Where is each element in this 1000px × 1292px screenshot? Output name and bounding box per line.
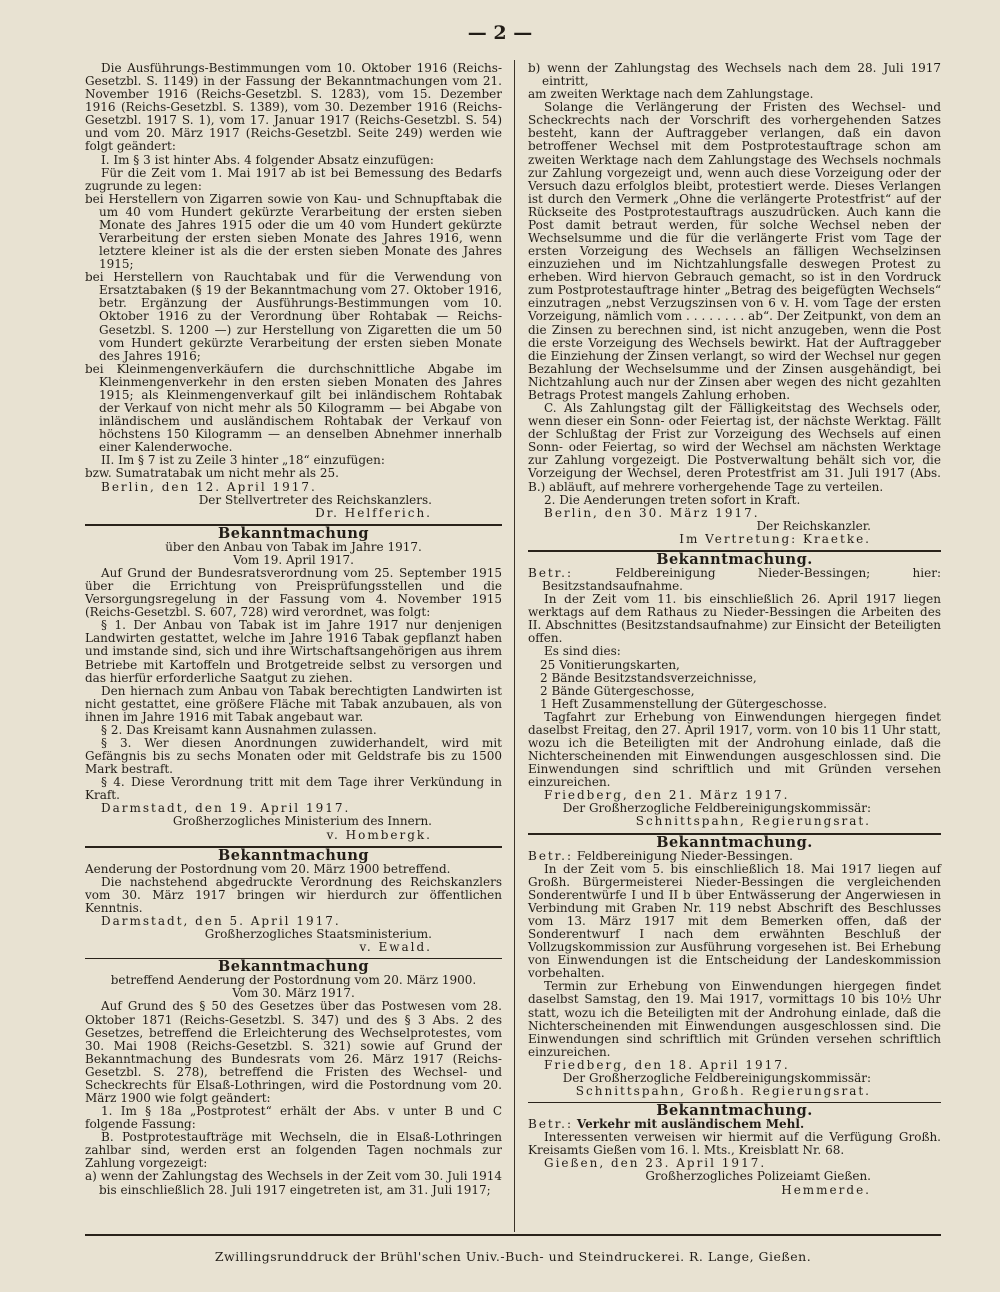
signature-place: Gießen, den 23. April 1917. bbox=[544, 1156, 767, 1171]
signature-name: Schnittspahn, Regierungsrat. bbox=[635, 814, 871, 829]
signature-place: Berlin, den 12. April 1917. bbox=[101, 479, 317, 494]
paragraph: § 4. Diese Verordnung tritt mit dem Tage ihrer Verkündung in Kraft. bbox=[85, 775, 502, 803]
left-column bbox=[85, 62, 502, 1197]
column-divider bbox=[514, 60, 515, 1232]
paragraph: II. Im § 7 ist zu Zeile 3 hinter „18“ einzufügen: bbox=[101, 453, 385, 468]
signature-office: Der Großherzogliche Feldbereinigungskommissär: bbox=[562, 801, 871, 816]
list-item: bei Kleinmengenverkäufern die durchschnittliche Abgabe im Kleinmengenverkehr in den ersten sieben Monaten des Jahres 1915; als Kleinmengenverkauf gilt bei inländischem Rohtabak der Verkauf von nicht mehr als 50 Kilogramm — bei Abgabe von inländischem und ausländischem Rohtabak der Verkauf von höchstens 150 Kilogramm — an denselben Abnehmer innerhalb einer Kalenderwoche. bbox=[85, 361, 502, 455]
document-list bbox=[528, 659, 941, 711]
foreign-flour-notice bbox=[528, 1104, 941, 1197]
list-item: bei Herstellern von Rauchtabak und für die Verwendung von Ersatztabaken (§ 19 der Bekanntmachung vom 27. Oktober 1916, betr. Ergänzung der Ausführungs-Bestimmungen vom 10. Oktober 1916 zu der Verordnung über Rohtabak — Reichs-Gesetzbl. S. 1200 —) zur Herstellung von Zigaretten die um 50 vom Hundert gekürzte Verarbeitung der ersten sieben Monate des Jahres 1916; bbox=[85, 270, 502, 363]
paragraph: Die nachstehend abgedruckte Verordnung des Reichskanzlers vom 30. März 1917 bringen wir hierdurch zur öffentlichen Kenntnis. bbox=[85, 874, 502, 915]
betr-subject: Feldbereinigung Nieder-Bessingen. bbox=[576, 848, 793, 863]
land-consolidation-notice-1 bbox=[528, 550, 941, 829]
signature-office: Großherzogliches Ministerium des Innern. bbox=[172, 814, 432, 829]
printer-imprint: Zwillingsrunddruck der Brühl'schen Univ.-Buch- und Steindruckerei. R. Lange, Gießen. bbox=[214, 1249, 812, 1264]
signature-name: v. Ewald. bbox=[359, 940, 432, 955]
paragraph: Aenderung der Postordnung vom 20. März 1900 betreffend. bbox=[85, 861, 451, 876]
signature-name: Dr. Helfferich. bbox=[315, 505, 432, 520]
paragraph: Auf Grund der Bundesratsverordnung vom 25. September 1915 über die Errichtung von Preisprüfungsstellen und die Versorgungsregelung in der Fassung vom 4. November 1915 (Reichs-Gesetzbl. S. 607, 728) wird verordnet, was folgt: bbox=[85, 565, 502, 620]
section-heading: Bekanntmachung bbox=[217, 524, 370, 542]
paragraph: am zweiten Werktage nach dem Zahlungstage. bbox=[528, 87, 814, 102]
list-item: 1 Heft Zusammenstellung der Gütergeschosse. bbox=[540, 696, 827, 711]
betr-label: Betr.: bbox=[528, 1117, 574, 1132]
list-item: 25 Vonitierungskarten, bbox=[540, 657, 680, 672]
paragraph: 1. Im § 18a „Postprotest“ erhält der Abs. v unter B und C folgende Fassung: bbox=[85, 1104, 502, 1132]
paragraph: B. Postprotestaufträge mit Wechseln, die in Elsaß-Lothringen zahlbar sind, werden erst an folgenden Tagen nochmals zur Zahlung vorgezeigt: bbox=[85, 1130, 502, 1171]
signature-name: Schnittspahn, Großh. Regierungsrat. bbox=[575, 1084, 871, 1099]
signature-name: Im Vertretung: Kraetke. bbox=[679, 531, 871, 546]
betr-subject: Feldbereinigung Nieder-Bessingen; hier: Besitzstandsaufnahme. bbox=[542, 565, 941, 594]
paragraph: I. Im § 3 ist hinter Abs. 4 folgender Absatz einzufügen: bbox=[101, 152, 434, 167]
paragraph: In der Zeit vom 11. bis einschließlich 26. April 1917 liegen werktags auf dem Rathaus zu Nieder-Bessingen die Arbeiten des II. Abschnittes (Besitzstandsaufnahme) zur Einsicht der Beteiligten offen. bbox=[528, 592, 941, 646]
signature-place: Darmstadt, den 19. April 1917. bbox=[101, 801, 351, 816]
paragraph: Die Ausführungs-Bestimmungen vom 10. Oktober 1916 (Reichs-Gesetzbl. S. 1149) in der Fassung der Bekanntmachungen vom 21. November 1916 (Reichs-Gesetzbl. S. 1283), vom 15. Dezember 1916 (Reichs-Gesetzbl. S. 1389), vom 30. Dezember 1916 (Reichs-Gesetzbl. 1917 S. 1), vom 17. Januar 1917 (Reichs-Gesetzbl. S. 54) und vom 20. März 1917 (Reichs-Gesetzbl. Seite 249) werden wie folgt geändert: bbox=[85, 61, 502, 154]
paragraph: Tagfahrt zur Erhebung von Einwendungen hiergegen findet daselbst Freitag, den 27. April 1917, vorm. von 10 bis 11 Uhr statt, wozu ich die Beteiligten mit der Androhung einlade, daß die Nichterscheinenden mit Einwendungen ausgeschlossen sind. Die Einwendungen sind schriftlich und mit Gründen versehen einzureichen. bbox=[528, 709, 941, 790]
signature-name: Hemmerde. bbox=[781, 1182, 871, 1197]
signature-office: Der Stellvertreter des Reichskanzlers. bbox=[198, 492, 432, 507]
section-heading: Bekanntmachung bbox=[217, 846, 370, 864]
signature-office: Großherzogliches Polizeiamt Gießen. bbox=[645, 1169, 871, 1184]
betr-label: Betr.: bbox=[528, 848, 574, 863]
signature-name: v. Hombergk. bbox=[326, 827, 432, 842]
page-number: — 2 — bbox=[467, 22, 533, 44]
land-consolidation-notice-2 bbox=[528, 833, 941, 1099]
betr-label: Betr.: bbox=[528, 565, 574, 580]
list-item: b) wenn der Zahlungstag des Wechsels nach dem 28. Juli 1917 eintritt, bbox=[528, 61, 941, 89]
section-subtitle: über den Anbau von Tabak im Jahre 1917. bbox=[165, 539, 422, 554]
tobacco-regulation-amendment bbox=[85, 62, 502, 520]
signature-place: Berlin, den 30. März 1917. bbox=[544, 505, 760, 520]
section-date: Vom 30. März 1917. bbox=[232, 986, 355, 1001]
signature-place: Darmstadt, den 5. April 1917. bbox=[101, 914, 341, 928]
signature-office: Der Reichskanzler. bbox=[756, 518, 871, 533]
paragraph: In der Zeit vom 5. bis einschließlich 18. Mai 1917 liegen auf Großh. Bürgermeisterei Nieder-Bessingen die vergleichenden Sonderentwürfe I und II b über Entwässerung der Angerwiesen in Verbindung mit Graben Nr. 119 nebst Abschrift des Beschlusses vom 13. März 1917 mit dem Bemerken offen, daß der Sonderentwurf I nach dem erwähnten Beschluß der Vollzugskommission zur Ausführung vorgesehen ist. Bei Erhebung von Einwendungen ist die Entscheidung der Landeskommission vorbehalten. bbox=[528, 861, 941, 981]
tobacco-cultivation-notice bbox=[85, 524, 502, 842]
section-heading: Bekanntmachung. bbox=[656, 1102, 813, 1120]
right-column bbox=[528, 62, 941, 1197]
list-item: a) wenn der Zahlungstag des Wechsels in der Zeit vom 30. Juli 1914 bis einschließlich 28. Juli 1917 eingetreten ist, am 31. Juli 1917; bbox=[85, 1169, 502, 1197]
betr-subject: Verkehr mit ausländischem Mehl. bbox=[576, 1117, 805, 1132]
signature-place: Friedberg, den 21. März 1917. bbox=[544, 788, 790, 803]
list-item: 2 Bände Gütergeschosse, bbox=[540, 683, 695, 698]
paragraph: 2. Die Aenderungen treten sofort in Kraft. bbox=[544, 492, 801, 507]
paragraph: Termin zur Erhebung von Einwendungen hiergegen findet daselbst Samstag, den 19. Mai 1917, vormittags 10 bis 10½ Uhr statt, wozu ich die Beteiligten mit der Androhung einlade, daß die Nichterscheinenden mit Einwendungen ausgeschlossen sind. Die Einwendungen sind schriftlich mit Gründen versehen schriftlich einzureichen. bbox=[528, 979, 941, 1059]
paragraph: Für die Zeit vom 1. Mai 1917 ab ist bei Bemessung des Bedarfs zugrunde zu legen: bbox=[85, 165, 502, 193]
footer-rule bbox=[85, 1234, 941, 1236]
section-heading: Bekanntmachung. bbox=[656, 833, 813, 851]
paragraph: C. Als Zahlungstag gilt der Fälligkeitstag des Wechsels oder, wenn dieser ein Sonn- oder Feiertag ist, der nächste Werktag. Fällt der Schlußtag der Frist zur Vorzeigung des Wechsels auf einen Sonn- oder Feiertag, so wird der Wechsel am nächsten Werktage zur Zahlung vorgezeigt. Die Postverwaltung behält sich vor, die Vorzeigung der Wechsel, deren Protestfrist am 31. Juli 1917 (Abs. B.) abläuft, auf mehrere vorhergehende Tage zu verteilen. bbox=[528, 401, 941, 494]
paragraph: Interessenten verweisen wir hiermit auf die Verfügung Großh. Kreisamts Gießen vom 16. l. Mts., Kreisblatt Nr. 68. bbox=[528, 1130, 941, 1158]
list-item: bei Herstellern von Zigarren sowie von Kau- und Schnupftabak die um 40 vom Hundert gekürzte Verarbeitung der ersten sieben Monate des Jahres 1915 oder die um 40 vom Hundert gekürzte Verarbeitung der ersten sieben Monate des Jahres 1916, wenn letztere kleiner ist als die der ersten sieben Monate des Jahres 1915; bbox=[85, 191, 502, 272]
signature-office: Großherzogliches Staatsministerium. bbox=[204, 927, 432, 942]
section-heading: Bekanntmachung. bbox=[656, 550, 813, 568]
paragraph: Den hiernach zum Anbau von Tabak berechtigten Landwirten ist nicht gestattet, eine größere Fläche mit Tabak anzubauen, als von ihnen im Jahre 1916 mit Tabak angebaut war. bbox=[85, 683, 502, 724]
paragraph: § 3. Wer diesen Anordnungen zuwiderhandelt, wird mit Gefängnis bis zu sechs Monaten oder mit Geldstrafe bis zu 1500 Mark bestraft. bbox=[85, 735, 502, 777]
postal-order-amendment bbox=[85, 960, 502, 1196]
paragraph: Solange die Verlängerung der Fristen des Wechsel- und Scheckrechts nach der Vorschrift des vorhergehenden Satzes besteht, kann der Auftraggeber verlangen, daß ein davon betroffener Wechsel mit dem Postprotestauftrage schon am zweiten Werktage nach dem Zahlungstage des Wechsels nochmals zur Zahlung vorgezeigt und, wenn auch diese Vorzeigung oder der Versuch dazu erfolglos bleibt, protestiert werde. Dieses Verlangen ist durch den Vermerk „Ohne die verlängerte Protestfrist“ auf der Rückseite des Postprotestauftrags auszudrücken. Auch kann die Post damit betraut werden, für solche Wechsel neben der Wechselsumme und die für die verlängerte Frist vom Tage der ersten Vorzeigung des Wechsels an fälligen Wechselzinsen einzuziehen und im Nichtzahlungsfalle deswegen Protest zu erheben. Wird hiervon Gebrauch gemacht, so ist in den Vordruck zum Postprotestauftrage hinter „Betrag des beigefügten Wechsels“ einzutragen „nebst Verzugszinsen von 6 v. H. vom Tage der ersten Vorzeigung, nämlich vom . . . . . . . . ab“. Der Zeitpunkt, von dem an die Zinsen zu berechnen sind, ist nicht anzugeben, wenn die Post die erste Vorzeigung des Wechsels bewirkt. Hat der Auftraggeber die Einziehung der Zinsen verlangt, so wird der Wechsel nur gegen Bezahlung der Wechselsumme und der Zinsen ausgehändigt, bei Nichtzahlung auch nur der Zinsen aber wegen des nicht gezahlten Betrags Protest mangels Zahlung erhoben. bbox=[528, 100, 941, 402]
paragraph: § 2. Das Kreisamt kann Ausnahmen zulassen. bbox=[101, 722, 377, 737]
section-subtitle: betreffend Aenderung der Postordnung vom 20. März 1900. bbox=[110, 973, 477, 988]
paragraph: bzw. Sumatratabak um nicht mehr als 25. bbox=[85, 466, 339, 481]
paragraph: Es sind dies: bbox=[544, 644, 621, 659]
paragraph: § 1. Der Anbau von Tabak ist im Jahre 1917 nur denjenigen Landwirten gestattet, welche im Jahre 1916 Tabak gepflanzt haben und imstande sind, sich und ihre Wirtschaftsangehörigen aus ihrem Betriebe mit Kartoffeln und Brotgetreide selbst zu versorgen und das hierfür erforderliche Saatgut zu ziehen. bbox=[85, 618, 502, 685]
signature-office: Der Großherzogliche Feldbereinigungskommissär: bbox=[562, 1070, 871, 1085]
paragraph: Auf Grund des § 50 des Gesetzes über das Postwesen vom 28. Oktober 1871 (Reichs-Gesetzbl. S. 347) und des § 3 Abs. 2 des Gesetzes, betreffend die Erleichterung des Wechselprotestes, vom 30. Mai 1908 (Reichs-Gesetzbl. S. 321) sowie auf Grund der Bekanntmachung des Bundesrats vom 26. März 1917 (Reichs-Gesetzbl. S. 278), betreffend die Fristen des Wechsel- und Scheckrechts für Elsaß-Lothringen, wird die Postordnung vom 20. März 1900 wie folgt geändert: bbox=[85, 999, 502, 1106]
postal-order-notice bbox=[85, 846, 502, 955]
signature-place: Friedberg, den 18. April 1917. bbox=[544, 1057, 790, 1072]
section-heading: Bekanntmachung bbox=[217, 958, 370, 976]
postal-order-continued bbox=[528, 62, 941, 546]
list-item: 2 Bände Besitzstandsverzeichnisse, bbox=[540, 670, 757, 685]
section-date: Vom 19. April 1917. bbox=[233, 552, 354, 567]
